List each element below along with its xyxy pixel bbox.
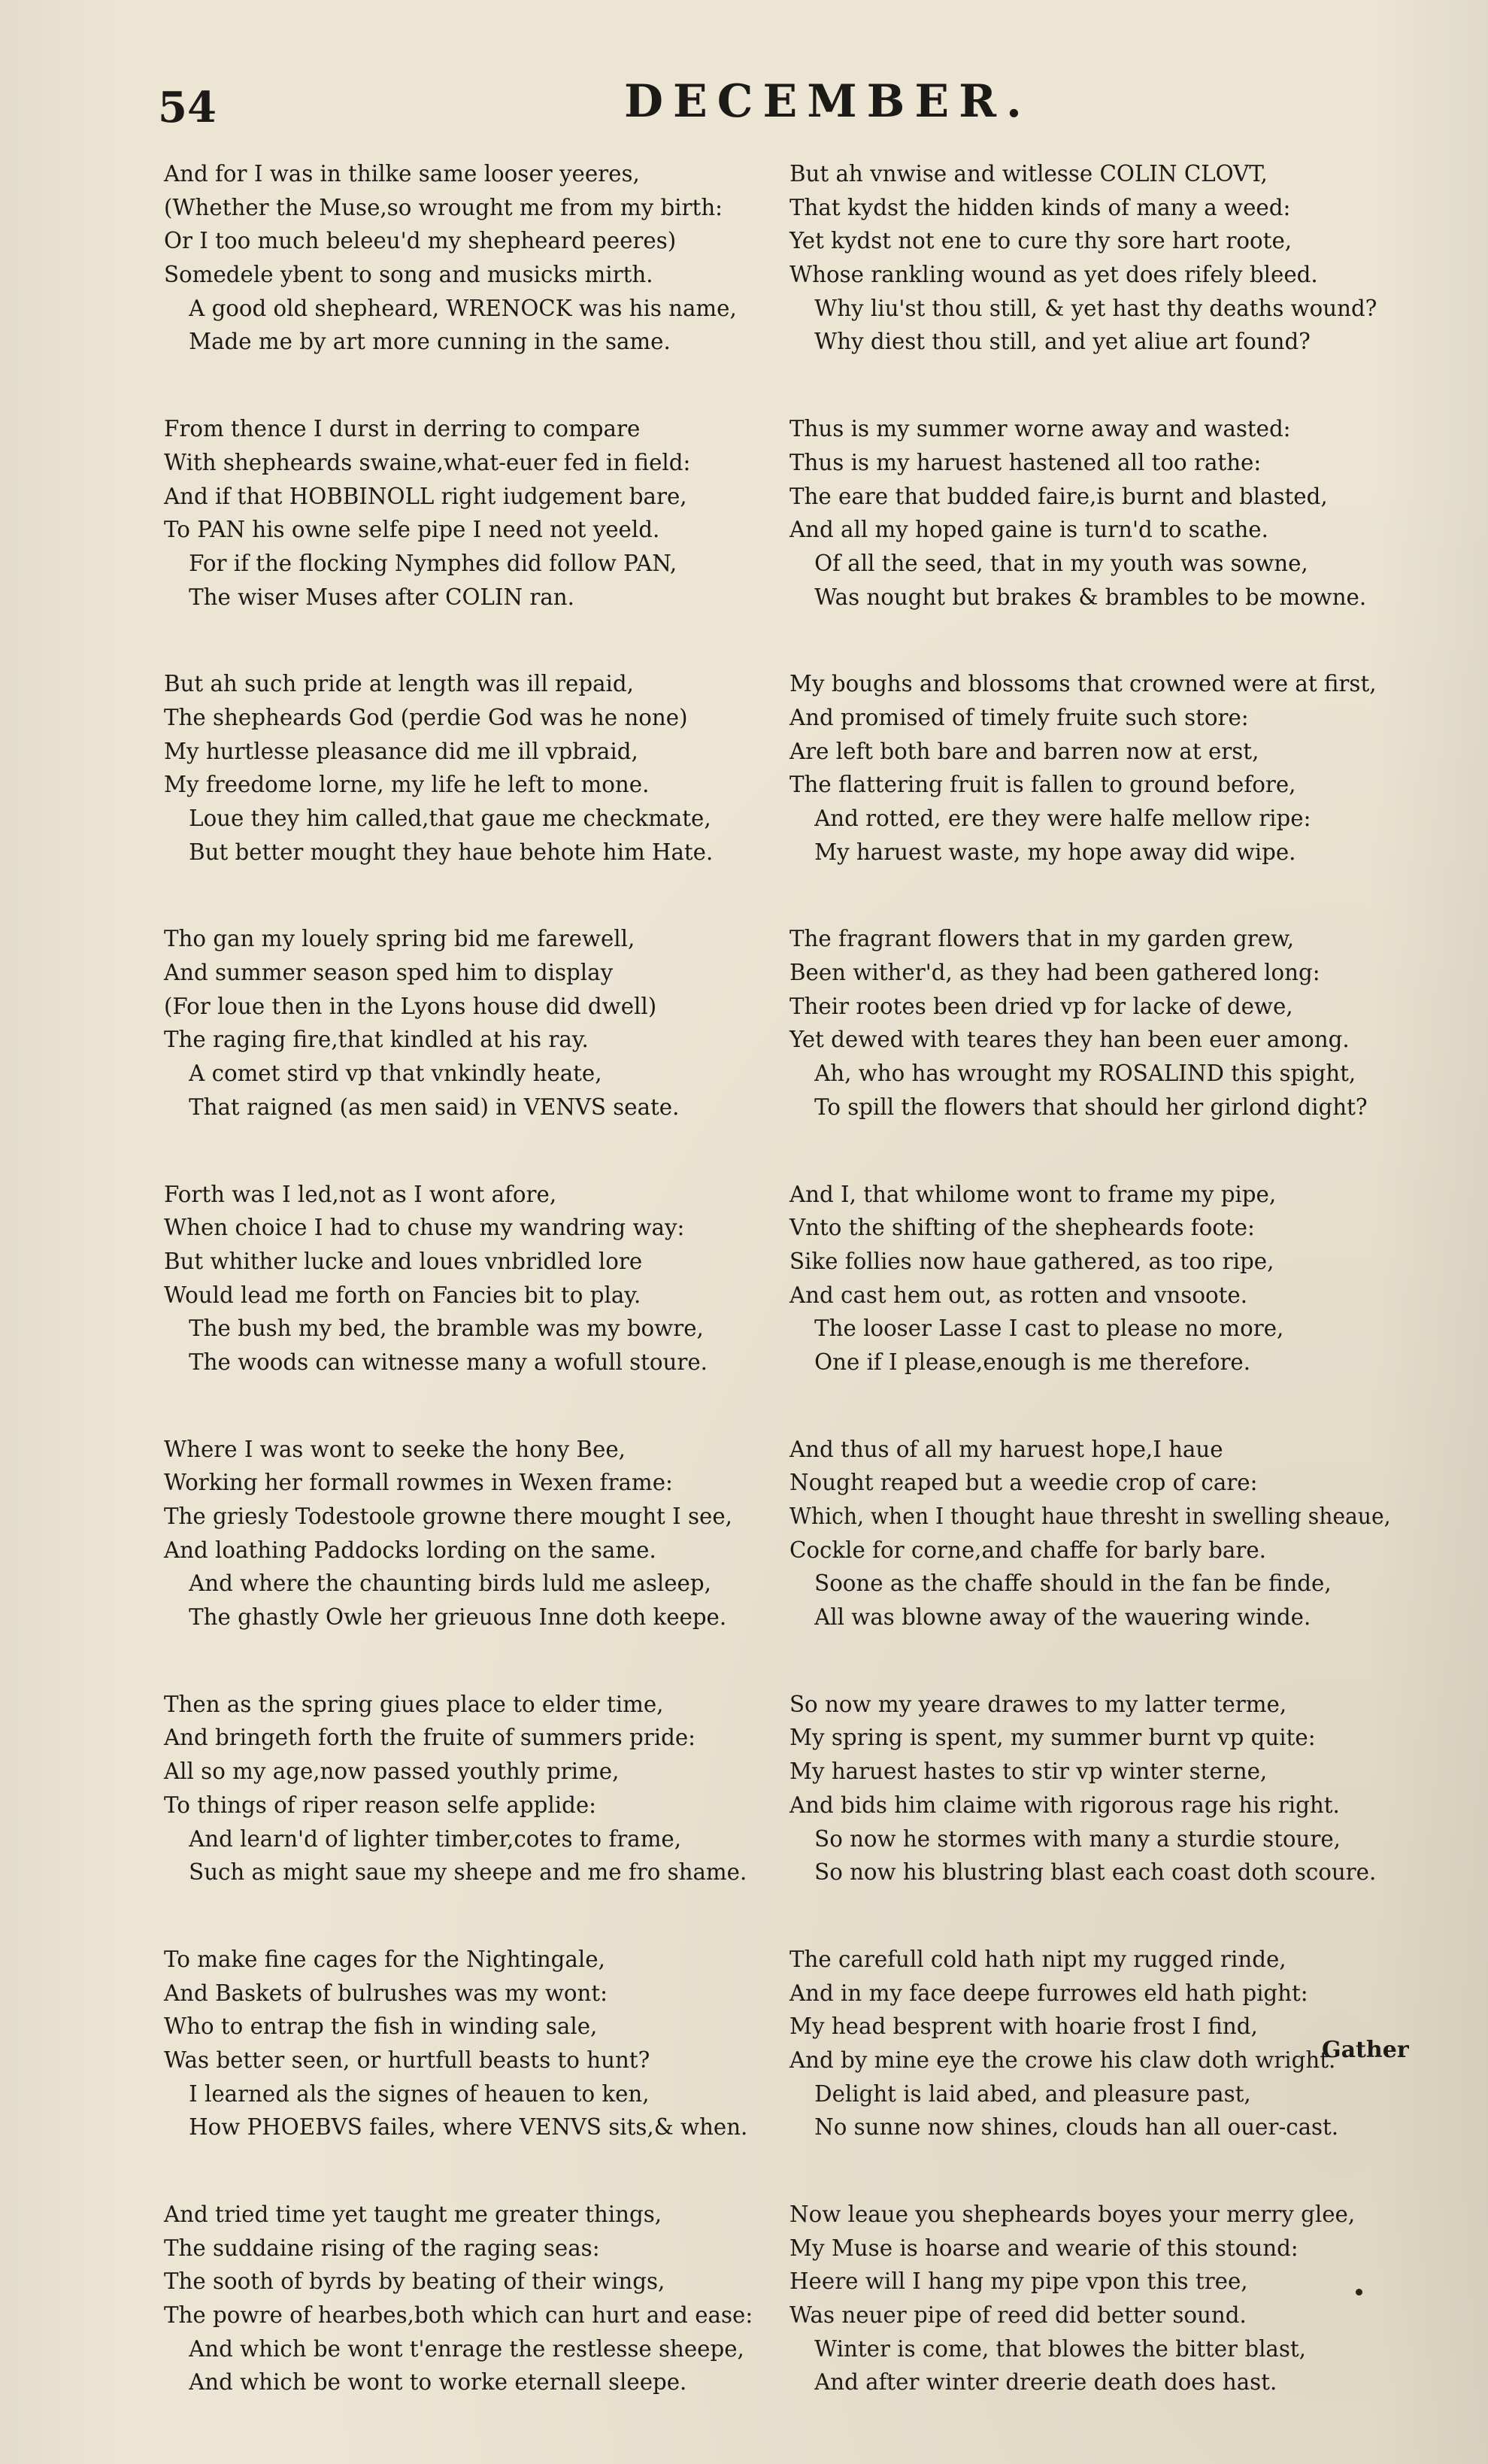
running-title: DECEMBER. bbox=[624, 75, 1032, 128]
stanza bbox=[164, 2198, 780, 2400]
verse-line: The raging fire,that kindled at his ray. bbox=[164, 1027, 589, 1054]
stanza bbox=[789, 413, 1406, 614]
left-column bbox=[164, 158, 780, 2453]
verse-line: Their rootes been dried vp for lacke of dewe, bbox=[789, 993, 1293, 1020]
stanza bbox=[164, 1944, 780, 2145]
stanza bbox=[789, 1689, 1406, 1890]
verse-line: Would lead me forth on Fancies bit to play. bbox=[164, 1282, 641, 1309]
verse-line: All so my age,now passed youthly prime, bbox=[164, 1758, 620, 1786]
verse-line: When choice I had to chuse my wandring way: bbox=[164, 1215, 685, 1242]
verse-line: Vnto the shifting of the shepheards foote: bbox=[789, 1215, 1255, 1242]
verse-line: The woods can witnesse many a wofull stoure. bbox=[189, 1349, 708, 1376]
stanza bbox=[164, 1434, 780, 1635]
verse-line: Yet dewed with teares they han been euer among. bbox=[789, 1027, 1350, 1054]
verse-line: Delight is laid abed, and pleasure past, bbox=[814, 2080, 1251, 2107]
verse-line: All was blowne away of the wauering winde. bbox=[814, 1604, 1311, 1631]
verse-line: To spill the flowers that should her girlond dight? bbox=[814, 1094, 1368, 1121]
verse-line: Made me by art more cunning in the same. bbox=[189, 329, 671, 356]
verse-line: Was neuer pipe of reed did better sound. bbox=[789, 2302, 1247, 2329]
verse-line: Working her formall rowmes in Wexen frame: bbox=[164, 1470, 673, 1497]
right-column bbox=[789, 158, 1406, 2453]
verse-line: My freedome lorne, my life he left to mone. bbox=[164, 772, 650, 799]
stanza bbox=[164, 158, 780, 360]
verse-line: The wiser Muses after COLIN ran. bbox=[189, 584, 574, 611]
verse-line: Heere will I hang my pipe vpon this tree, bbox=[789, 2268, 1248, 2296]
verse-line: The ghastly Owle her grieuous Inne doth keepe. bbox=[189, 1604, 727, 1631]
verse-line: And by mine eye the crowe his claw doth wright. bbox=[789, 2047, 1336, 2074]
verse-line: Ah, who has wrought my ROSALIND this spight, bbox=[814, 1061, 1356, 1088]
verse-line: My boughs and blossoms that crowned were at first, bbox=[789, 671, 1377, 698]
verse-line: Such as might saue my sheepe and me fro shame. bbox=[189, 1859, 747, 1886]
verse-line: The bush my bed, the bramble was my bowre, bbox=[189, 1315, 704, 1343]
verse-line: To make fine cages for the Nightingale, bbox=[164, 1946, 605, 1973]
verse-line: My head besprent with hoarie frost I find, bbox=[789, 2013, 1258, 2041]
verse-line: My haruest waste, my hope away did wipe. bbox=[814, 839, 1296, 866]
verse-line: The looser Lasse I cast to please no more, bbox=[814, 1315, 1284, 1343]
stanza bbox=[789, 1434, 1406, 1635]
verse-line: That raigned (as men said) in VENVS seate. bbox=[189, 1094, 680, 1121]
verse-line: Are left both bare and barren now at erst, bbox=[789, 738, 1259, 765]
page-header bbox=[0, 69, 1488, 137]
verse-line: The griesly Todestoole growne there mought I see, bbox=[164, 1504, 733, 1530]
verse-line: The flattering fruit is fallen to ground before, bbox=[789, 772, 1296, 799]
verse-line: Tho gan my louely spring bid me farewell, bbox=[164, 926, 635, 953]
verse-line: And for I was in thilke same looser yeeres, bbox=[164, 161, 640, 187]
verse-line: Now leaue you shepheards boyes your merry glee, bbox=[789, 2202, 1356, 2228]
verse-line: But whither lucke and loues vnbridled lore bbox=[164, 1248, 643, 1275]
verse-line: And which be wont t'enrage the restlesse sheepe, bbox=[189, 2335, 744, 2362]
verse-line: With shepheards swaine,what-euer fed in field: bbox=[164, 449, 691, 476]
stanza bbox=[164, 1179, 780, 1380]
verse-line: (For loue then in the Lyons house did dwell) bbox=[164, 993, 657, 1020]
verse-line: Whose rankling wound as yet does rifely bleed. bbox=[789, 262, 1318, 289]
stanza bbox=[164, 923, 780, 1124]
verse-line: (Whether the Muse,so wrought me from my birth: bbox=[164, 194, 723, 221]
page-number: 54 bbox=[158, 83, 217, 132]
verse-line: So now my yeare drawes to my latter terme, bbox=[789, 1691, 1287, 1718]
verse-line: Why diest thou still, and yet aliue art found? bbox=[814, 329, 1311, 356]
verse-line: And where the chaunting birds luld me asleep, bbox=[189, 1570, 711, 1598]
verse-line: And cast hem out, as rotten and vnsoote. bbox=[789, 1282, 1248, 1309]
verse-line: Or I too much beleeu'd my shepheard peeres) bbox=[164, 228, 677, 255]
verse-line: And thus of all my haruest hope,I haue bbox=[789, 1436, 1223, 1463]
verse-line: The sooth of byrds by beating of their wings, bbox=[164, 2268, 665, 2296]
verse-line: How PHOEBVS failes, where VENVS sits,& when. bbox=[189, 2114, 748, 2141]
verse-line: And Baskets of bulrushes was my wont: bbox=[164, 1980, 608, 2007]
verse-line: And tried time yet taught me greater things, bbox=[164, 2202, 662, 2228]
stanza bbox=[789, 1179, 1406, 1380]
verse-line: My haruest hastes to stir vp winter sterne, bbox=[789, 1758, 1268, 1786]
verse-line: To things of riper reason selfe applide: bbox=[164, 1792, 597, 1819]
verse-line: Who to entrap the fish in winding sale, bbox=[164, 2013, 598, 2041]
verse-line: And loathing Paddocks lording on the same. bbox=[164, 1537, 656, 1564]
stanza bbox=[164, 413, 780, 614]
verse-line: The suddaine rising of the raging seas: bbox=[164, 2235, 600, 2262]
verse-line: Thus is my summer worne away and wasted: bbox=[789, 416, 1291, 443]
verse-line: The shepheards God (perdie God was he none) bbox=[164, 704, 688, 731]
verse-line: To PAN his owne selfe pipe I need not yeeld. bbox=[164, 517, 660, 544]
verse-line: Somedele ybent to song and musicks mirth. bbox=[164, 262, 653, 289]
verse-line: One if I please,enough is me therefore. bbox=[814, 1349, 1251, 1376]
stanza bbox=[789, 668, 1406, 869]
verse-line: Loue they him called,that gaue me checkmate, bbox=[189, 806, 711, 832]
verse-line: My Muse is hoarse and wearie of this stound: bbox=[789, 2235, 1299, 2262]
verse-line: So now he stormes with many a sturdie stoure, bbox=[814, 1825, 1341, 1853]
verse-line: My hurtlesse pleasance did me ill vpbraid, bbox=[164, 738, 638, 765]
stanza bbox=[789, 1944, 1406, 2145]
stanza bbox=[164, 668, 780, 869]
stanza bbox=[789, 158, 1406, 360]
verse-line: No sunne now shines, clouds han all ouer-cast. bbox=[814, 2114, 1339, 2141]
ink-spot bbox=[1356, 2289, 1362, 2296]
verse-line: And I, that whilome wont to frame my pipe, bbox=[789, 1181, 1277, 1208]
verse-line: And bringeth forth the fruite of summers pride: bbox=[164, 1725, 696, 1752]
verse-line: My spring is spent, my summer burnt vp quite: bbox=[789, 1725, 1316, 1752]
verse-line: Of all the seed, that in my youth was sowne, bbox=[814, 550, 1308, 577]
verse-line: Thus is my haruest hastened all too rathe: bbox=[789, 449, 1262, 476]
verse-line: That kydst the hidden kinds of many a weed: bbox=[789, 194, 1291, 221]
verse-line: A comet stird vp that vnkindly heate, bbox=[189, 1061, 602, 1088]
verse-line: Winter is come, that blowes the bitter blast, bbox=[814, 2335, 1306, 2362]
verse-line: Been wither'd, as they had been gathered long: bbox=[789, 960, 1320, 987]
verse-line: Cockle for corne,and chaffe for barly bare. bbox=[789, 1537, 1266, 1564]
verse-line: Was nought but brakes & brambles to be mowne. bbox=[814, 584, 1367, 611]
verse-line: The fragrant flowers that in my garden grew, bbox=[789, 926, 1295, 953]
verse-line: Soone as the chaffe should in the fan be finde, bbox=[814, 1570, 1332, 1598]
verse-line: But ah vnwise and witlesse COLIN CLOVT, bbox=[789, 161, 1268, 187]
verse-line: But ah such pride at length was ill repaid, bbox=[164, 671, 634, 698]
verse-line: The carefull cold hath nipt my rugged rinde, bbox=[789, 1946, 1286, 1973]
verse-line: For if the flocking Nymphes did follow PAN, bbox=[189, 550, 677, 577]
verse-line: A good old shepheard, WRENOCK was his name, bbox=[189, 295, 737, 322]
verse-line: Yet kydst not ene to cure thy sore hart roote, bbox=[789, 228, 1293, 255]
verse-line: Forth was I led,not as I wont afore, bbox=[164, 1181, 557, 1208]
verse-line: And learn'd of lighter timber,cotes to frame, bbox=[189, 1825, 682, 1853]
verse-line: Was better seen, or hurtfull beasts to hunt? bbox=[164, 2047, 650, 2074]
verse-line: Nought reaped but a weedie crop of care: bbox=[789, 1470, 1258, 1497]
verse-line: Why liu'st thou still, & yet hast thy deaths wound? bbox=[814, 295, 1377, 322]
verse-line: So now his blustring blast each coast doth scoure. bbox=[814, 1859, 1377, 1886]
verse-line: The eare that budded faire,is burnt and blasted, bbox=[789, 483, 1328, 510]
verse-line: Which, when I thought haue thresht in swelling sheaue, bbox=[789, 1504, 1391, 1530]
verse-line: And which be wont to worke eternall sleepe. bbox=[189, 2369, 687, 2396]
verse-line: But better mought they haue behote him Hate. bbox=[189, 839, 714, 866]
verse-line: Sike follies now haue gathered, as too ripe, bbox=[789, 1248, 1274, 1275]
verse-line: The powre of hearbes,both which can hurt and ease: bbox=[164, 2302, 753, 2329]
verse-line: Then as the spring giues place to elder time, bbox=[164, 1691, 664, 1718]
stanza bbox=[164, 1689, 780, 1890]
verse-line: I learned als the signes of heauen to ken, bbox=[189, 2080, 650, 2107]
verse-line: And if that HOBBINOLL right iudgement bare, bbox=[164, 483, 687, 510]
verse-line: And bids him claime with rigorous rage his right. bbox=[789, 1792, 1340, 1819]
verse-line: And in my face deepe furrowes eld hath pight: bbox=[789, 1980, 1308, 2007]
verse-line: Where I was wont to seeke the hony Bee, bbox=[164, 1436, 626, 1463]
verse-line: And summer season sped him to display bbox=[164, 960, 614, 987]
verse-line: And after winter dreerie death does hast. bbox=[814, 2369, 1277, 2396]
verse-line: And promised of timely fruite such store: bbox=[789, 704, 1249, 731]
verse-line: And rotted, ere they were halfe mellow ripe: bbox=[814, 806, 1311, 832]
verse-line: From thence I durst in derring to compare bbox=[164, 416, 641, 443]
catchword: Gather bbox=[1322, 2037, 1409, 2063]
stanza bbox=[789, 2198, 1406, 2400]
stanza bbox=[789, 923, 1406, 1124]
verse-line: And all my hoped gaine is turn'd to scathe. bbox=[789, 517, 1268, 544]
